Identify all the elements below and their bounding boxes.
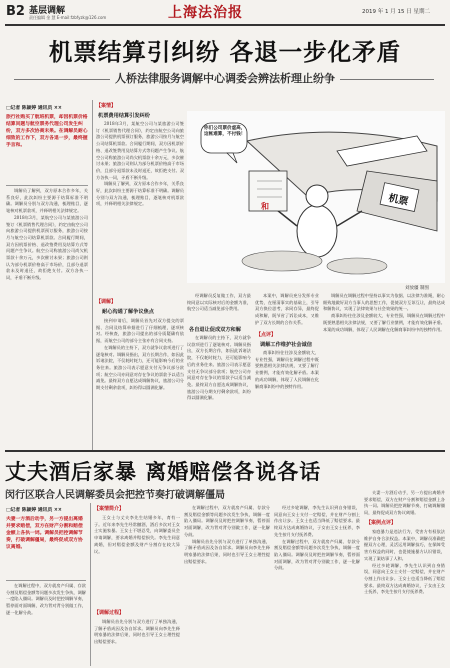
story1-lede: 旅行社购买了航班机票，却因机票价格结算问题与航空票务代理公司发生纠纷，双方多次协商未果。在调解员耐心细致的工作下，双方各退一步，最终握手言和。 bbox=[6, 114, 88, 148]
story2-subhead: 闵行区联合人民调解委员会把控节奏打破调解僵局 bbox=[5, 490, 225, 501]
story1-col3-top: 经调解员反复做工作，双方最终同意以实际核对后的金额为准，航空公司适当减免部分费用。 bbox=[187, 293, 251, 312]
story2-lede: 夫妻一方酒后动手，另一方提出离婚并要求赔偿，双方在财产分割和赔偿金额上各执一词。调解员把控调解节奏，打破调解僵局，最终促成双方协议离婚。 bbox=[6, 516, 83, 550]
story1-comment-tag: 【点评】 bbox=[256, 332, 277, 338]
page-header bbox=[0, 0, 450, 24]
lede-rule bbox=[6, 185, 88, 186]
column-divider-2 bbox=[90, 503, 91, 666]
story1-col1-text: 调解员了解到，双方原本合作多年，关系良好，此次纠纷主要源于结算标准不明确。调解员分别与双方沟通，梳理账目，逐笔核对机票款项，并释明相关法律规定。 2018年3月，某航空公司与某旅游公司签订《机票销售代理合同》，约定由航空公司向旅游公司提供机票预订服务，旅游公司按月与航空公司结算机票款。合同履行期间，双方因机票价格、退改签费用及结算方式等问题产生争议。航空公司称旅游公司尚欠机票款十余万元，多次催讨未果；旅游公司则认为部分机票价格高于市场价，且部分退票款未及时退还，故拒绝支付。双方各执一词，矛盾不断升级。 bbox=[6, 188, 88, 281]
story1-process-body: 接到申请后，调解员首先对双方提交的票据、合同及结算单据进行了仔细梳理，逐项核对。经核查，旅游公司提出的部分质疑确有依据，而航空公司的部分主张亦有合同支持。 在调解员的主持下，双方就争议款项进行了逐笔核对。调解员指出，双方长期合作，如因此诉诸法院，不仅耗时耗力，还可能影响今后的业务往来。旅游公司表示愿意支付无争议部分款项；航空公司亦同意对存在争议的票款予以适当减免。最终双方自愿达成调解协议，旅游公司分期支付剩余款项，纠纷得以圆满化解。 bbox=[96, 318, 184, 391]
story2-comment-body: 家庭暴力是违法行为，受害方有权依法维护自身合法权益。本案中，调解员准确把握双方心理，灵活运用调解技巧，在保障受害方权益的同时，也促使施暴方认识错误，实现了案结事了人和。 经过多轮调解，李先生认识到自身错误，同意向王女士支付一定赔偿，并在财产分割上作出让步。王女士也适当降低了赔偿要求。最终双方达成离婚协议，子女由王女士抚养，李先生按月支付抚养费。 bbox=[364, 529, 445, 595]
story2-headline: 丈夫酒后家暴 离婚赔偿各说各话 bbox=[5, 460, 322, 484]
cartoon-illustration bbox=[187, 111, 445, 283]
section-title: 基层调解 bbox=[29, 6, 66, 16]
story1-col4-body: 本案中，调解员充分发挥专业优势，在厘清事实的基础上，引导双方换位思考，求同存异，最终促成和解，既节省了诉讼成本，又维护了双方长期的合作关系。 bbox=[255, 293, 319, 325]
story2-comment-tag: 【案例点评】 bbox=[366, 520, 397, 526]
story2-byline: □记者 陈颖婷 通讯员 ×× bbox=[6, 508, 62, 513]
story2-col1-text: 在调解过程中，双方就房产归属、存款分割及赔偿金额等问题多次发生争执，调解一度陷入僵局。调解员及时把控调解节奏，暂停面对面调解，改为背对背分别做工作，逐一化解分歧。 bbox=[6, 583, 86, 615]
story1-headline: 机票结算引纠纷 各退一步化矛盾 bbox=[48, 38, 402, 66]
story1-col5-body: 调解员在调解过程中坚持以事实为依据、以法律为准绳，耐心细致地做好双方当事人的思想工作，促使双方互谅互让，最终达成和解协议，实现了法律效果与社会效果的统一。 商事纠纷往往涉及金额较大、专业性强，调解员在调解过程中既要熟悉相关法律法规，又要了解行业惯例，才能有效化解矛盾。本案的成功调解，体现了人民调解在化解商事纠纷中的独特作用。 bbox=[323, 293, 445, 332]
story2-process-tag: 【调解过程】 bbox=[94, 610, 125, 616]
story2-col5-top: 夫妻一方酒后动手，另一方提出离婚并要求赔偿，双方在财产分割和赔偿金额上各执一词。调解员把控调解节奏，打破调解僵局，最终促成双方协议离婚。 bbox=[364, 490, 445, 516]
story1-case-body: 2018年3月，某航空公司与某旅游公司签订《机票销售代理合同》，约定由航空公司向旅游公司提供机票预订服务，旅游公司按月与航空公司结算机票款。合同履行期间，双方因机票价格、退改签费用及结算方式等问题产生争议。航空公司称旅游公司尚欠机票款十余万元，多次催讨未果；旅游公司则认为部分机票价格高于市场价，且部分退票款未及时退还，故拒绝支付。双方各执一词，矛盾不断升级。 调解员了解到，双方原本合作多年，关系良好，此次纠纷主要源于结算标准不明确。调解员分别与双方沟通，梳理账目，逐笔核对机票款项，并释明相关法律规定。 bbox=[96, 121, 184, 207]
story-divider bbox=[5, 450, 445, 452]
story1-process-title: 耐心沟通了解争议焦点 bbox=[102, 309, 154, 315]
story1-col3-body: 在调解员的主持下，双方就争议款项进行了逐笔核对。调解员指出，双方长期合作，如因此诉诸法院，不仅耗时耗力，还可能影响今后的业务往来。旅游公司表示愿意支付无争议部分款项；航空公司亦同意对存在争议的票款予以适当减免。最终双方自愿达成调解协议，旅游公司分期支付剩余款项，纠纷得以圆满化解。 bbox=[187, 335, 251, 401]
story1-settle-title: 各自退让促成双方和解 bbox=[189, 327, 241, 333]
story2-col4-body: 经过多轮调解，李先生认识到自身错误，同意向王女士支付一定赔偿，并在财产分割上作出让步。王女士也适当降低了赔偿要求。最终双方达成离婚协议，子女由王女士抚养，李先生按月支付抚养费。 在调解过程中，双方就房产归属、存款分割及赔偿金额等问题多次发生争执，调解一度陷入僵局。调解员及时把控调解节奏，暂停面对面调解，改为背对背分别做工作，逐一化解分歧。 bbox=[274, 505, 360, 571]
story1-case-title: 机票费用结算引发纠纷 bbox=[98, 113, 150, 119]
story2-process-body: 调解员首先分别与双方进行了单独沟通，了解矛盾成因及各自诉求。调解员向李先生释明家暴的法律后果，同时也引导王女士理性提出赔偿要求。 bbox=[94, 619, 180, 645]
story2-col3-body: 在调解过程中，双方就房产归属、存款分割及赔偿金额等问题多次发生争执，调解一度陷入僵局。调解员及时把控调解节奏，暂停面对面调解，改为背对背分别做工作，逐一化解分歧。 调解员首先分别与双方进行了单独沟通，了解矛盾成因及各自诉求。调解员向李先生释明家暴的法律后果，同时也引导王女士理性提出赔偿要求。 bbox=[184, 505, 270, 564]
story1-subhead: 人桥法律服务调解中心调委会辨法析理止纷争 bbox=[110, 70, 340, 86]
story1-byline: □记者 陈颖婷 通讯员 ×× bbox=[6, 106, 62, 111]
cartoon-speech-bubble: 你们公司票价虚高，这帐难算，不付钱！ bbox=[204, 126, 246, 137]
story1-process-tag: 【调解】 bbox=[96, 299, 117, 305]
cartoon-caption: 刘放疆 制图 bbox=[405, 286, 429, 291]
story1-comment-title: 调解工作维护社会诚信 bbox=[260, 342, 312, 348]
cartoon-plane-text: 机票 bbox=[387, 192, 410, 208]
page-number: B2 bbox=[6, 4, 25, 19]
issue-date: 2019 年 1 月 15 日 星期二 bbox=[362, 9, 430, 15]
header-rule bbox=[5, 24, 445, 26]
newspaper-logo: 上海法治报 bbox=[168, 5, 243, 21]
lede2-rule bbox=[6, 580, 86, 581]
story1-comment-body: 商事纠纷往往涉及金额较大、专业性强，调解员在调解过程中既要熟悉相关法律法规，又要了解行业惯例，才能有效化解矛盾。本案的成功调解，体现了人民调解在化解商事纠纷中的独特作用。 bbox=[255, 350, 319, 389]
editor-credits: 责任编辑 金 慧 E-mail:fzbfyzk@126.com bbox=[29, 15, 107, 20]
cartoon-sign-text: 和 bbox=[261, 201, 269, 211]
story1-case-tag: 【案情】 bbox=[96, 103, 117, 109]
story2-case-body: 王女士与丈夫李先生结婚多年，育有一子。近年来李先生经常酗酒，酒后多次对王女士实施家暴。王女士不堪忍受，向调解委员会申请调解，要求离婚并赔偿损失。李先生同意离婚，但对赔偿金额及财产分割存在较大异议。 bbox=[94, 515, 180, 554]
column-divider bbox=[92, 100, 93, 450]
story2-case-tag: 【案情简介】 bbox=[94, 506, 125, 512]
